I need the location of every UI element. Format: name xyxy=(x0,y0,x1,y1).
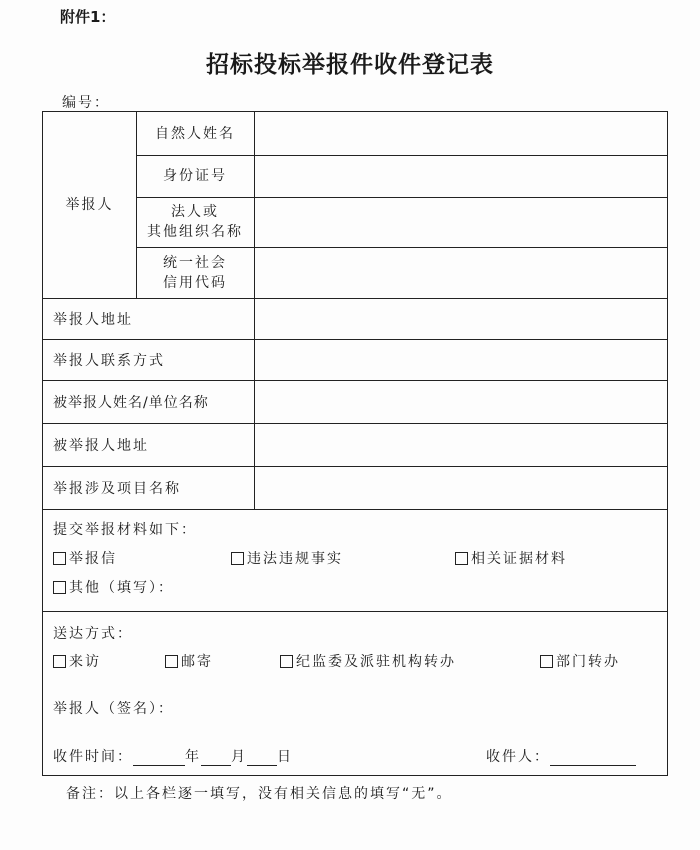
reported-address-label: 被举报人地址 xyxy=(53,437,149,454)
month-blank[interactable] xyxy=(201,751,231,766)
checkbox[interactable] xyxy=(53,655,66,668)
delivery-option-mail[interactable]: 邮寄 xyxy=(165,651,213,671)
receipt-time-row xyxy=(53,746,293,766)
checkbox[interactable] xyxy=(540,655,553,668)
checkbox[interactable] xyxy=(231,552,244,565)
day-label: 日 xyxy=(277,749,293,765)
checkbox[interactable] xyxy=(53,581,66,594)
legal-entity-label xyxy=(136,197,254,247)
checkbox[interactable] xyxy=(53,552,66,565)
reporter-contact-field[interactable] xyxy=(254,339,667,380)
reported-address-field[interactable] xyxy=(254,423,667,466)
reported-name-field[interactable] xyxy=(254,380,667,423)
day-blank[interactable] xyxy=(247,751,277,766)
checkbox[interactable] xyxy=(455,552,468,565)
footnote: 备注：以上各栏逐一填写，没有相关信息的填写“无”。 xyxy=(66,786,453,802)
reported-name-label: 被举报人姓名/单位名称 xyxy=(53,394,209,411)
delivery-heading: 送达方式： xyxy=(53,626,133,642)
legal-entity-label-line2: 其他组织名称 xyxy=(147,224,243,240)
legal-entity-field[interactable] xyxy=(254,197,667,247)
delivery-option-visit[interactable]: 来访 xyxy=(53,651,101,671)
id-number-field[interactable] xyxy=(254,155,667,197)
credit-code-label-line2: 信用代码 xyxy=(163,274,227,291)
attachment-label: 附件1： xyxy=(60,8,116,26)
receiver-blank[interactable] xyxy=(550,751,636,766)
registration-form xyxy=(42,111,668,776)
year-blank[interactable] xyxy=(133,751,185,766)
credit-code-field[interactable] xyxy=(254,247,667,298)
checkbox[interactable] xyxy=(280,655,293,668)
legal-entity-label-line1: 法人或 xyxy=(171,204,219,220)
receiver-label: 收件人： xyxy=(486,749,550,765)
natural-person-name-field[interactable] xyxy=(254,112,667,155)
reporter-address-label: 举报人地址 xyxy=(53,311,133,328)
month-label: 月 xyxy=(231,749,247,765)
id-number-label: 身份证号 xyxy=(163,168,227,184)
materials-heading: 提交举报材料如下： xyxy=(53,522,197,538)
reporter-contact-label: 举报人联系方式 xyxy=(53,352,165,369)
year-label: 年 xyxy=(185,749,201,765)
reporter-label: 举报人 xyxy=(65,197,114,213)
project-name-field[interactable] xyxy=(254,466,667,509)
form-title: 招标投标举报件收件登记表 xyxy=(206,51,494,78)
delivery-option-supervision[interactable]: 纪监委及派驻机构转办 xyxy=(280,651,456,671)
material-option-evidence[interactable]: 相关证据材料 xyxy=(455,548,567,568)
credit-code-label xyxy=(136,247,254,298)
natural-person-name-label: 自然人姓名 xyxy=(155,125,235,142)
checkbox[interactable] xyxy=(165,655,178,668)
reporter-address-field[interactable] xyxy=(254,298,667,339)
delivery-option-department[interactable]: 部门转办 xyxy=(540,651,620,671)
receiver-row xyxy=(486,746,636,766)
signature-label: 举报人（签名）： xyxy=(53,701,174,717)
credit-code-label-line1: 统一社会 xyxy=(163,254,227,271)
material-option-letter[interactable]: 举报信 xyxy=(53,548,117,568)
project-name-label: 举报涉及项目名称 xyxy=(53,480,181,497)
serial-number-label: 编号： xyxy=(62,95,110,111)
material-option-other[interactable]: 其他（填写）： xyxy=(53,577,174,597)
receipt-time-label: 收件时间： xyxy=(53,749,133,765)
material-option-facts[interactable]: 违法违规事实 xyxy=(231,548,343,568)
